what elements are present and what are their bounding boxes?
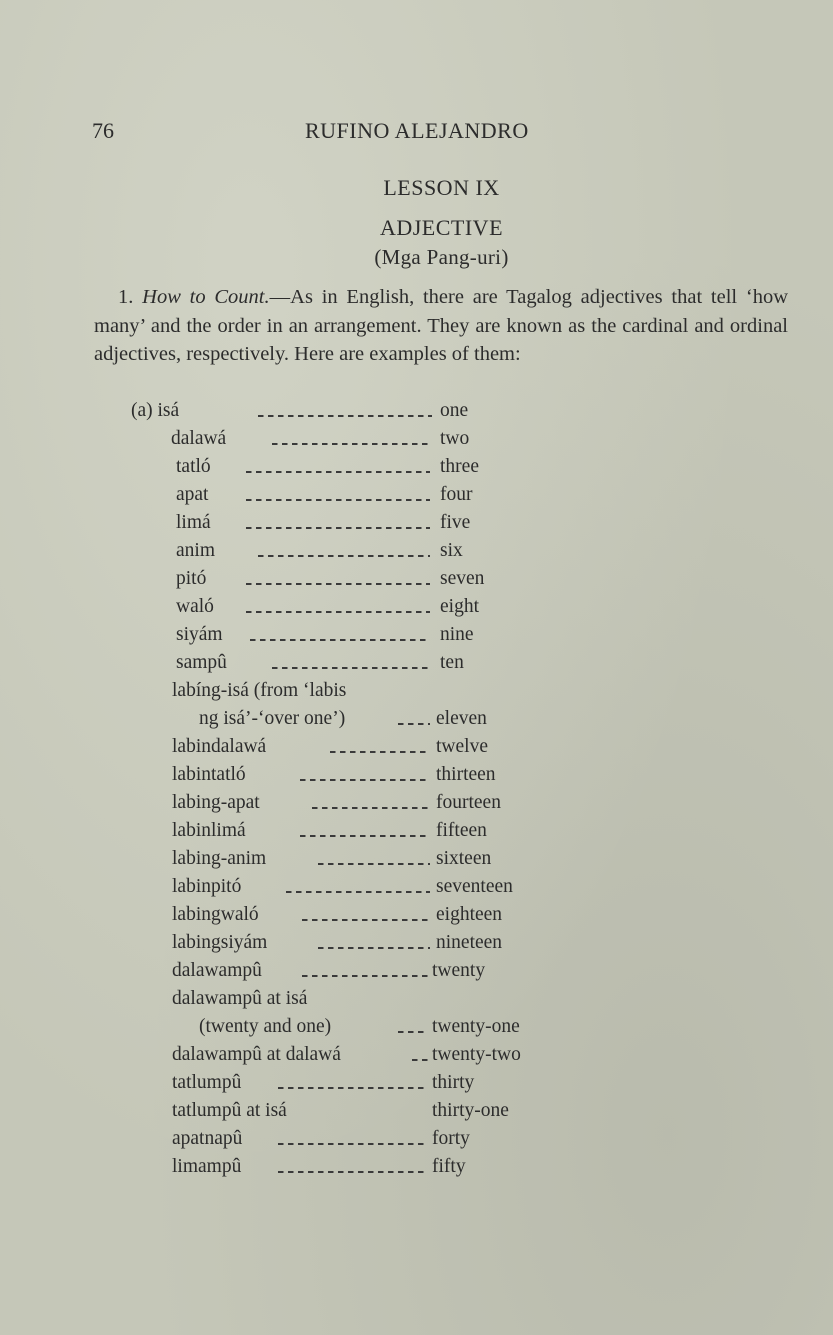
english-gloss: ten xyxy=(440,652,464,673)
leader-dashes xyxy=(312,790,430,816)
tagalog-word: anim xyxy=(176,540,215,561)
english-gloss: five xyxy=(440,512,471,533)
tagalog-word: labintatló xyxy=(172,764,246,785)
leader-dashes xyxy=(246,594,430,620)
english-gloss: seventeen xyxy=(436,876,513,897)
leader-dashes xyxy=(272,426,430,452)
english-gloss: fifty xyxy=(432,1156,466,1177)
tagalog-word: labingwaló xyxy=(172,904,259,925)
section-title: ADJECTIVE xyxy=(379,215,504,240)
tagalog-word: sampû xyxy=(176,652,227,673)
leader-dashes xyxy=(330,734,430,760)
leader-dashes xyxy=(246,482,430,508)
tagalog-word: dalawá xyxy=(171,428,227,449)
paragraph-number: 1. xyxy=(118,286,134,308)
english-gloss: nineteen xyxy=(436,932,503,953)
leader-dashes xyxy=(272,650,430,676)
tagalog-word: pitó xyxy=(176,568,207,589)
leader-dashes xyxy=(278,1070,428,1096)
leader-dashes xyxy=(286,874,430,900)
tagalog-word: labinlimá xyxy=(172,820,246,841)
tagalog-word: dalawampû at dalawá xyxy=(172,1044,341,1065)
tagalog-word: labing-anim xyxy=(172,848,267,869)
english-gloss: twenty xyxy=(432,960,486,981)
leader-dashes xyxy=(246,454,430,480)
tagalog-word: dalawampû at isá xyxy=(172,988,308,1009)
tagalog-word: waló xyxy=(176,596,214,617)
leader-dashes xyxy=(258,538,430,564)
english-gloss: fifteen xyxy=(436,820,487,841)
section-subtitle: (Mga Pang-uri) xyxy=(374,245,509,269)
tagalog-word: dalawampû xyxy=(172,960,262,981)
english-gloss: six xyxy=(440,540,463,561)
paragraph-text: —As in English, there are Tagalog adjectives that tell ‘how many’ and the order in an arrangement. They are known as the cardinal and ordinal adjectives, respectively. Here are examples of them: xyxy=(94,286,789,365)
tagalog-word: siyám xyxy=(176,624,223,645)
intro-paragraph xyxy=(94,283,788,369)
tagalog-word: apat xyxy=(176,484,209,505)
english-gloss: thirteen xyxy=(436,764,496,785)
english-gloss: thirty-one xyxy=(432,1100,509,1121)
leader-dashes xyxy=(302,958,430,984)
lesson-title: LESSON IX xyxy=(383,175,500,200)
paragraph-heading: How to Count. xyxy=(142,286,270,308)
english-gloss: one xyxy=(440,400,469,421)
leader-dashes xyxy=(278,1154,428,1180)
leader-dashes xyxy=(302,902,430,928)
leader-dashes xyxy=(278,1126,428,1152)
tagalog-word: labíng-isá (from ‘labis xyxy=(172,680,347,701)
english-gloss: three xyxy=(440,456,479,477)
tagalog-word: ng isá’-‘over one’) xyxy=(199,708,346,729)
english-gloss: twenty-one xyxy=(432,1016,520,1037)
leader-dashes xyxy=(412,1042,428,1068)
page-header xyxy=(92,118,752,148)
number-list xyxy=(0,398,833,1198)
page-number: 76 xyxy=(92,118,114,143)
english-gloss: nine xyxy=(440,624,474,645)
tagalog-word: limampû xyxy=(172,1156,242,1177)
leader-dashes xyxy=(258,398,432,424)
english-gloss: fourteen xyxy=(436,792,501,813)
english-gloss: sixteen xyxy=(436,848,492,869)
english-gloss: two xyxy=(440,428,470,449)
leader-dashes xyxy=(398,1014,428,1040)
tagalog-word: labindalawá xyxy=(172,736,267,757)
english-gloss: forty xyxy=(432,1128,470,1149)
tagalog-word: labinpitó xyxy=(172,876,242,897)
english-gloss: eleven xyxy=(436,708,487,729)
tagalog-word: tatlumpû xyxy=(172,1072,242,1093)
tagalog-word: limá xyxy=(176,512,211,533)
english-gloss: twelve xyxy=(436,736,488,757)
leader-dashes xyxy=(398,706,430,732)
tagalog-word: (twenty and one) xyxy=(199,1016,332,1037)
tagalog-word: tatló xyxy=(176,456,211,477)
tagalog-word: labingsiyám xyxy=(172,932,268,953)
leader-dashes xyxy=(318,930,430,956)
english-gloss: eight xyxy=(440,596,479,617)
tagalog-word: labing-apat xyxy=(172,792,260,813)
english-gloss: thirty xyxy=(432,1072,475,1093)
leader-dashes xyxy=(250,622,430,648)
leader-dashes xyxy=(300,762,430,788)
english-gloss: eighteen xyxy=(436,904,503,925)
english-gloss: four xyxy=(440,484,473,505)
leader-dashes xyxy=(318,846,430,872)
english-gloss: seven xyxy=(440,568,485,589)
tagalog-word: (a) isá xyxy=(131,400,180,421)
tagalog-word: apatnapû xyxy=(172,1128,243,1149)
leader-dashes xyxy=(300,818,430,844)
running-head: RUFINO ALEJANDRO xyxy=(305,118,529,143)
english-gloss: twenty-two xyxy=(432,1044,521,1065)
leader-dashes xyxy=(246,566,430,592)
leader-dashes xyxy=(246,510,430,536)
tagalog-word: tatlumpû at isá xyxy=(172,1100,287,1121)
